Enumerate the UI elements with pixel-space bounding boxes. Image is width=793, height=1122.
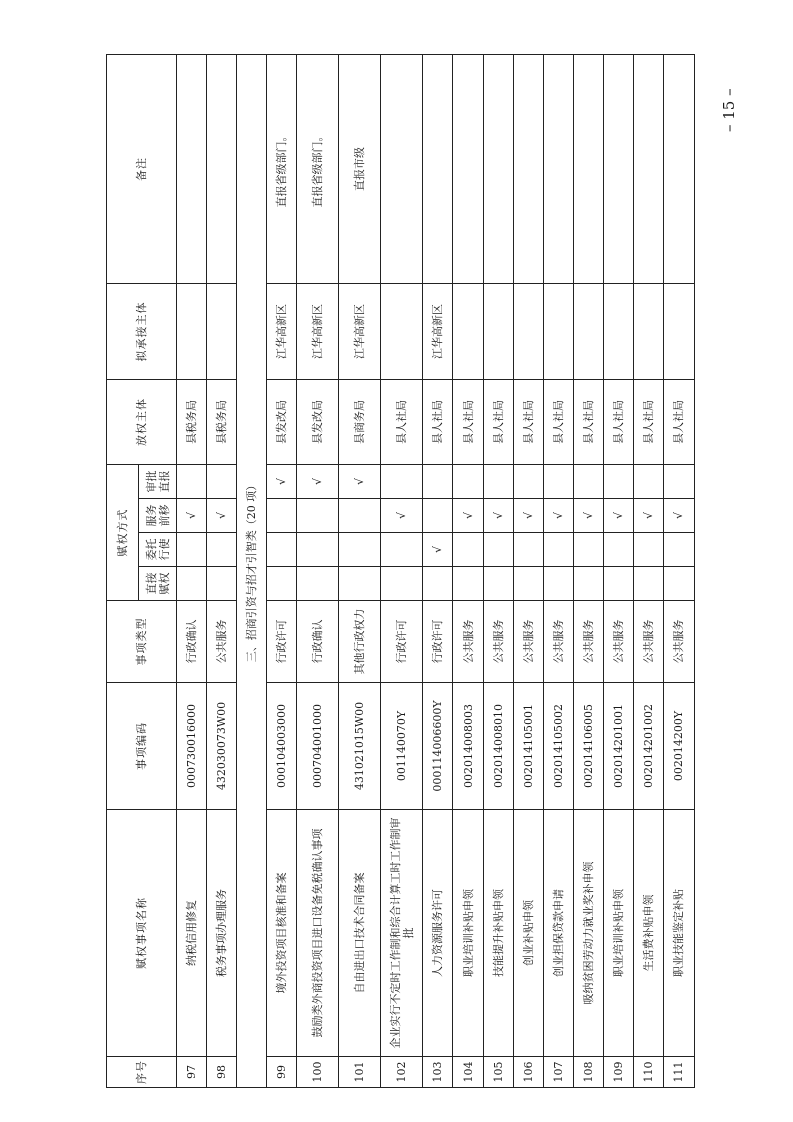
cell-report: √ (339, 465, 381, 499)
cell-code: 002014200Y (663, 683, 694, 810)
cell-direct (513, 567, 543, 601)
cell-type: 公共服务 (543, 601, 573, 683)
cell-note (573, 55, 603, 284)
table-row (603, 55, 633, 1088)
cell-report (573, 465, 603, 499)
cell-receiver (177, 284, 207, 380)
cell-note (483, 55, 513, 284)
table-row (339, 55, 381, 1088)
cell-seq: 97 (177, 1057, 207, 1088)
cell-grantor: 县发改局 (297, 380, 339, 465)
cell-name: 纳税信用修复 (177, 810, 207, 1057)
cell-type: 行政许可 (423, 601, 453, 683)
cell-note (453, 55, 483, 284)
cell-code: 002014201001 (603, 683, 633, 810)
table-row (381, 55, 423, 1088)
cell-entrust (207, 533, 237, 567)
table-body-bottom (267, 55, 695, 1088)
section-title: 三、招商引资与招才引智类（20 项） (237, 55, 267, 1088)
cell-grantor: 县人社局 (543, 380, 573, 465)
cell-code: 000114006600Y (423, 683, 453, 810)
cell-type: 行政许可 (381, 601, 423, 683)
cell-seq: 104 (453, 1057, 483, 1088)
cell-entrust (633, 533, 663, 567)
cell-report (513, 465, 543, 499)
cell-code: 002014105002 (543, 683, 573, 810)
cell-name: 自由进出口技术合同备案 (339, 810, 381, 1057)
cell-code: 000704001000 (297, 683, 339, 810)
header-type: 事项类型 (107, 601, 177, 683)
header-receiver: 拟承接主体 (107, 284, 177, 380)
table-row (663, 55, 694, 1088)
cell-entrust (663, 533, 694, 567)
cell-grantor: 县税务局 (207, 380, 237, 465)
cell-entrust (381, 533, 423, 567)
cell-name: 鼓励类外商投资项目进口设备免税确认事项 (297, 810, 339, 1057)
cell-note (513, 55, 543, 284)
cell-type: 其他行政权力 (339, 601, 381, 683)
cell-report (663, 465, 694, 499)
cell-report (423, 465, 453, 499)
cell-forward: √ (381, 499, 423, 533)
cell-type: 公共服务 (453, 601, 483, 683)
cell-forward: √ (207, 499, 237, 533)
cell-entrust (267, 533, 297, 567)
cell-code: 431021015W00 (339, 683, 381, 810)
cell-seq: 108 (573, 1057, 603, 1088)
cell-report (177, 465, 207, 499)
cell-grantor: 县人社局 (513, 380, 543, 465)
cell-receiver (663, 284, 694, 380)
header-grantor: 放权主体 (107, 380, 177, 465)
cell-direct (633, 567, 663, 601)
cell-forward: √ (543, 499, 573, 533)
cell-code: 000104003000 (267, 683, 297, 810)
cell-seq: 107 (543, 1057, 573, 1088)
cell-grantor: 县人社局 (483, 380, 513, 465)
cell-entrust (543, 533, 573, 567)
cell-code: 002014106005 (573, 683, 603, 810)
section-row (237, 55, 267, 1088)
header-direct: 直接赋权 (139, 567, 177, 601)
cell-forward (423, 499, 453, 533)
cell-receiver (603, 284, 633, 380)
header-method: 赋权方式 (107, 465, 139, 601)
cell-name: 技能提升补贴申领 (483, 810, 513, 1057)
cell-seq: 105 (483, 1057, 513, 1088)
cell-note (423, 55, 453, 284)
cell-direct (543, 567, 573, 601)
cell-forward: √ (453, 499, 483, 533)
cell-type: 行政确认 (177, 601, 207, 683)
cell-receiver (453, 284, 483, 380)
cell-entrust (177, 533, 207, 567)
cell-forward: √ (633, 499, 663, 533)
cell-grantor: 县税务局 (177, 380, 207, 465)
cell-note: 直报省级部门。 (297, 55, 339, 284)
table-row (513, 55, 543, 1088)
cell-direct (207, 567, 237, 601)
header-row (107, 55, 139, 1088)
cell-direct (423, 567, 453, 601)
cell-note (177, 55, 207, 284)
cell-seq: 99 (267, 1057, 297, 1088)
cell-entrust (573, 533, 603, 567)
cell-name: 职业培训补贴申领 (453, 810, 483, 1057)
table-row (483, 55, 513, 1088)
cell-type: 公共服务 (633, 601, 663, 683)
cell-seq: 111 (663, 1057, 694, 1088)
cell-note (633, 55, 663, 284)
cell-forward: √ (177, 499, 207, 533)
cell-forward: √ (483, 499, 513, 533)
cell-note (663, 55, 694, 284)
cell-name: 创业补贴申领 (513, 810, 543, 1057)
cell-receiver (633, 284, 663, 380)
cell-direct (573, 567, 603, 601)
cell-seq: 102 (381, 1057, 423, 1088)
cell-seq: 103 (423, 1057, 453, 1088)
cell-forward (267, 499, 297, 533)
cell-type: 公共服务 (483, 601, 513, 683)
cell-grantor: 县商务局 (339, 380, 381, 465)
cell-entrust (483, 533, 513, 567)
cell-direct (663, 567, 694, 601)
cell-report (207, 465, 237, 499)
cell-grantor: 县人社局 (423, 380, 453, 465)
cell-entrust (603, 533, 633, 567)
cell-direct (381, 567, 423, 601)
cell-direct (339, 567, 381, 601)
cell-report (633, 465, 663, 499)
cell-entrust: √ (423, 533, 453, 567)
cell-grantor: 县人社局 (633, 380, 663, 465)
cell-entrust (453, 533, 483, 567)
cell-note (381, 55, 423, 284)
cell-receiver: 江华高新区 (423, 284, 453, 380)
cell-type: 公共服务 (663, 601, 694, 683)
cell-name: 生活费补贴申领 (633, 810, 663, 1057)
table-row (423, 55, 453, 1088)
cell-note (207, 55, 237, 284)
header-entrust: 委托行使 (139, 533, 177, 567)
cell-receiver (543, 284, 573, 380)
cell-grantor: 县人社局 (381, 380, 423, 465)
cell-type: 公共服务 (573, 601, 603, 683)
table-row (633, 55, 663, 1088)
cell-name: 吸纳贫困劳动力就业奖补申领 (573, 810, 603, 1057)
cell-receiver: 江华高新区 (267, 284, 297, 380)
cell-grantor: 县人社局 (603, 380, 633, 465)
header-name: 赋权事项名称 (107, 810, 177, 1057)
cell-seq: 106 (513, 1057, 543, 1088)
cell-seq: 101 (339, 1057, 381, 1088)
cell-report (603, 465, 633, 499)
cell-report (453, 465, 483, 499)
cell-direct (177, 567, 207, 601)
cell-code: 432030073W00 (207, 683, 237, 810)
cell-direct (453, 567, 483, 601)
header-report: 审批直报 (139, 465, 177, 499)
cell-type: 行政许可 (267, 601, 297, 683)
cell-report (543, 465, 573, 499)
cell-forward: √ (573, 499, 603, 533)
header-seq: 序号 (107, 1057, 177, 1088)
cell-report: √ (267, 465, 297, 499)
table-body-top (177, 55, 237, 1088)
cell-code: 002014008003 (453, 683, 483, 810)
cell-receiver (483, 284, 513, 380)
cell-forward: √ (603, 499, 633, 533)
cell-seq: 98 (207, 1057, 237, 1088)
cell-forward (339, 499, 381, 533)
cell-name: 境外投资项目核准和备案 (267, 810, 297, 1057)
cell-type: 公共服务 (603, 601, 633, 683)
cell-direct (297, 567, 339, 601)
cell-note (543, 55, 573, 284)
cell-grantor: 县人社局 (663, 380, 694, 465)
cell-note (603, 55, 633, 284)
cell-code: 002014008010 (483, 683, 513, 810)
cell-seq: 100 (297, 1057, 339, 1088)
cell-forward (297, 499, 339, 533)
cell-name: 企业实行不定时工作制和综合计算工时工作制审批 (381, 810, 423, 1057)
cell-grantor: 县人社局 (453, 380, 483, 465)
cell-report (381, 465, 423, 499)
cell-name: 税务事项办理服务 (207, 810, 237, 1057)
section-body (237, 55, 267, 1088)
table-row (297, 55, 339, 1088)
table-row (207, 55, 237, 1088)
cell-receiver: 江华高新区 (339, 284, 381, 380)
cell-type: 行政确认 (297, 601, 339, 683)
table-row (543, 55, 573, 1088)
rotated-table-wrapper (106, 55, 695, 1088)
cell-entrust (339, 533, 381, 567)
cell-seq: 109 (603, 1057, 633, 1088)
cell-type: 公共服务 (207, 601, 237, 683)
cell-name: 创业担保贷款申请 (543, 810, 573, 1057)
header-note: 备注 (107, 55, 177, 284)
cell-forward: √ (663, 499, 694, 533)
cell-receiver (381, 284, 423, 380)
cell-receiver (513, 284, 543, 380)
cell-direct (483, 567, 513, 601)
cell-seq: 110 (633, 1057, 663, 1088)
cell-report (483, 465, 513, 499)
cell-report: √ (297, 465, 339, 499)
cell-code: 001140070Y (381, 683, 423, 810)
cell-direct (603, 567, 633, 601)
cell-receiver: 江华高新区 (297, 284, 339, 380)
cell-direct (267, 567, 297, 601)
table-row (573, 55, 603, 1088)
authorization-table (106, 54, 695, 1088)
cell-code: 002014201002 (633, 683, 663, 810)
header-forward: 服务前移 (139, 499, 177, 533)
cell-code: 002014105001 (513, 683, 543, 810)
cell-entrust (297, 533, 339, 567)
cell-receiver (207, 284, 237, 380)
page-number: – 15 – (720, 88, 738, 132)
table-row (177, 55, 207, 1088)
cell-note: 直报省级部门。 (267, 55, 297, 284)
table-row (267, 55, 297, 1088)
cell-type: 公共服务 (513, 601, 543, 683)
cell-grantor: 县发改局 (267, 380, 297, 465)
cell-name: 职业技能鉴定补贴 (663, 810, 694, 1057)
header-code: 事项编码 (107, 683, 177, 810)
cell-code: 000730016000 (177, 683, 207, 810)
cell-note: 直报市级 (339, 55, 381, 284)
cell-forward: √ (513, 499, 543, 533)
cell-name: 职业培训补贴申领 (603, 810, 633, 1057)
table-row (453, 55, 483, 1088)
cell-entrust (513, 533, 543, 567)
cell-grantor: 县人社局 (573, 380, 603, 465)
cell-name: 人力资源服务许可 (423, 810, 453, 1057)
cell-receiver (573, 284, 603, 380)
